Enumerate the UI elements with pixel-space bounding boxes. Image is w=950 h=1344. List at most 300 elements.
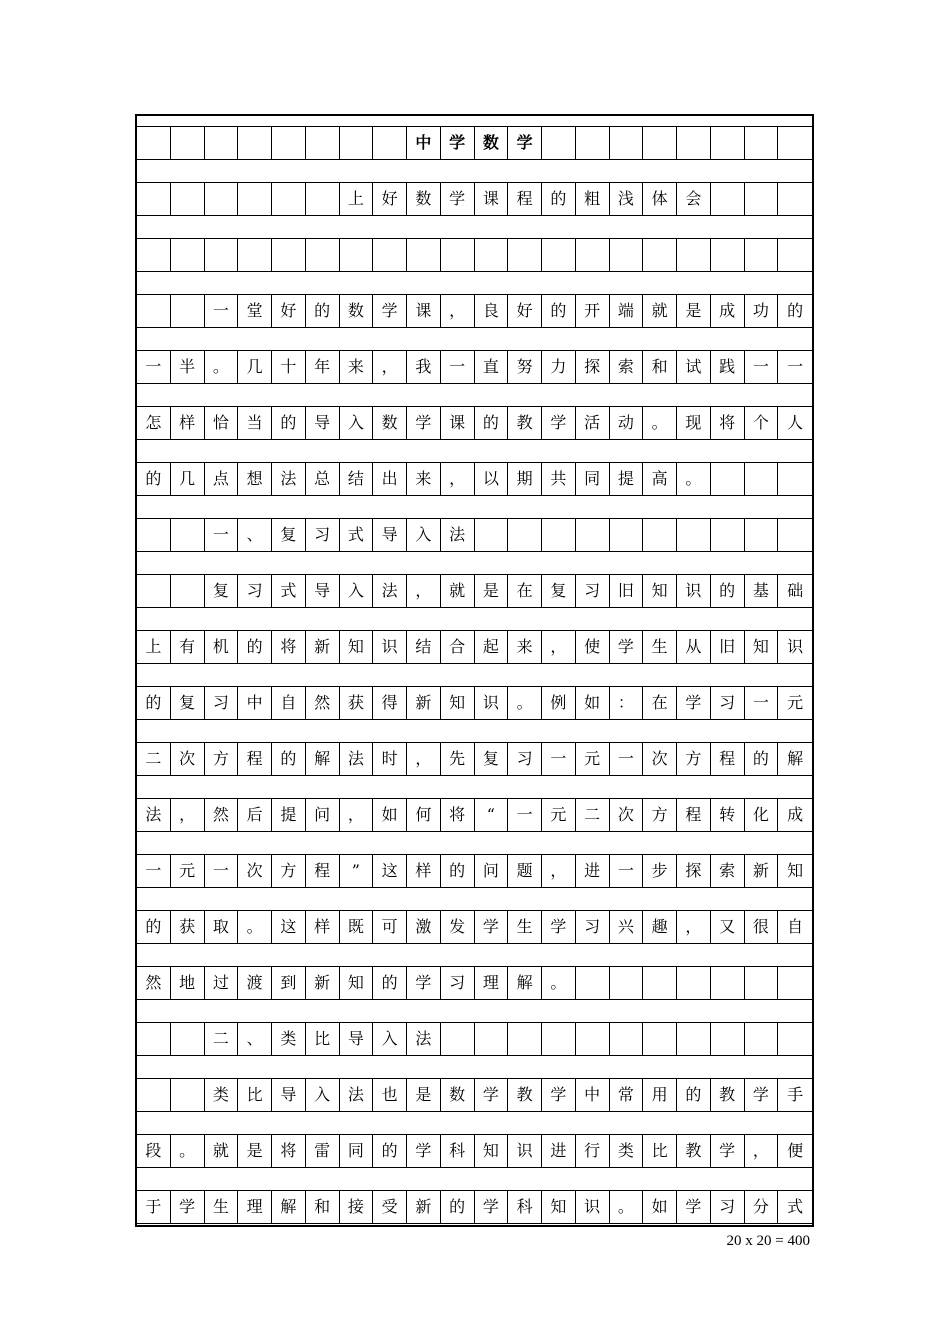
- grid-char: 提: [610, 463, 644, 495]
- grid-char: 过: [205, 967, 239, 999]
- grid-cell-empty: [137, 575, 171, 607]
- grid-cell-empty: [272, 127, 306, 159]
- grid-char: 将: [272, 1135, 306, 1167]
- grid-char: 一: [787, 357, 804, 376]
- grid-char: 方: [643, 799, 677, 831]
- grid-char: 教: [677, 1135, 711, 1167]
- grid-char: 人: [787, 413, 804, 432]
- grid-char: 学: [711, 1135, 745, 1167]
- grid-char: 法: [340, 1079, 374, 1111]
- grid-char: 索: [610, 351, 644, 383]
- grid-char: 学: [171, 1191, 205, 1223]
- grid-char: 端: [610, 295, 644, 327]
- grid-char: 习: [576, 911, 610, 943]
- grid-cell-empty: [171, 575, 205, 607]
- grid-row-title: [137, 126, 812, 160]
- grid-row-text: [137, 350, 812, 384]
- grid-char: 知: [643, 575, 677, 607]
- grid-char: 共: [542, 463, 576, 495]
- grid-char: 学: [407, 407, 441, 439]
- grid-char: 生: [205, 1191, 239, 1223]
- grid-cell-empty: [745, 1023, 779, 1055]
- grid-char: 识: [787, 637, 804, 656]
- grid-char: 然: [137, 967, 171, 999]
- grid-char: 入: [340, 407, 374, 439]
- grid-char: ，: [171, 799, 205, 831]
- grid-char: 新: [306, 631, 340, 663]
- grid-char: 习: [576, 575, 610, 607]
- grid-char: 课: [407, 295, 441, 327]
- grid-char: 新: [306, 967, 340, 999]
- grid-cell-empty: [778, 239, 812, 271]
- grid-cell-empty: [778, 519, 812, 551]
- grid-char: 方: [272, 855, 306, 887]
- grid-char: 活: [576, 407, 610, 439]
- grid-row-subtitle: [137, 182, 812, 216]
- grid-char: 到: [272, 967, 306, 999]
- grid-char: 在: [643, 687, 677, 719]
- grid-char: 知: [475, 1135, 509, 1167]
- grid-char: 个: [745, 407, 779, 439]
- grid-char: 方: [205, 743, 239, 775]
- grid-char: 学: [373, 295, 407, 327]
- grid-char: 基: [745, 575, 779, 607]
- grid-char: 的: [711, 575, 745, 607]
- grid-char: 知: [441, 687, 475, 719]
- grid-char: 几: [171, 463, 205, 495]
- grid-row-text: [137, 798, 812, 832]
- grid-char: 新: [407, 1191, 441, 1223]
- grid-char: 动: [610, 407, 644, 439]
- grid-char: 学: [542, 407, 576, 439]
- grid-char: 又: [711, 911, 745, 943]
- grid-char: 。: [238, 911, 272, 943]
- grid-char: 的: [475, 407, 509, 439]
- grid-char: 一: [610, 855, 644, 887]
- grid-char: 新: [745, 855, 779, 887]
- grid-char: 起: [475, 631, 509, 663]
- grid-char: 习: [238, 575, 272, 607]
- grid-char: 知: [340, 967, 374, 999]
- grid-char: 这: [272, 911, 306, 943]
- grid-char: 式: [787, 1197, 804, 1216]
- grid-char: 的: [745, 743, 779, 775]
- grid-char: 机: [205, 631, 239, 663]
- grid-char: 程: [238, 743, 272, 775]
- grid-cell-empty: [745, 967, 779, 999]
- grid-char: 次: [171, 743, 205, 775]
- grid-char: 类: [610, 1135, 644, 1167]
- grid-char: 的: [137, 687, 171, 719]
- grid-char: 的: [677, 1079, 711, 1111]
- grid-char: 教: [711, 1079, 745, 1111]
- grid-char: 如: [373, 799, 407, 831]
- grid-char: 以: [475, 463, 509, 495]
- grid-char: 学: [542, 1079, 576, 1111]
- grid-char: 努: [508, 351, 542, 383]
- grid-char: 总: [306, 463, 340, 495]
- grid-char: 段: [137, 1135, 171, 1167]
- grid-cell-empty: [677, 127, 711, 159]
- grid-char: 的: [137, 463, 171, 495]
- grid-char: 程: [508, 183, 542, 215]
- grid-char: ：: [610, 687, 644, 719]
- grid-char: 的: [272, 407, 306, 439]
- grid-cell-empty: [576, 519, 610, 551]
- grid-char: 程: [711, 743, 745, 775]
- grid-char: 来: [508, 631, 542, 663]
- grid-char: 于: [137, 1191, 171, 1223]
- grid-char: 中: [576, 1079, 610, 1111]
- grid-cell-empty: [745, 239, 779, 271]
- grid-char: 既: [340, 911, 374, 943]
- grid-char: 结: [407, 631, 441, 663]
- grid-char: 然: [205, 799, 239, 831]
- grid-cell-empty: [205, 183, 239, 215]
- grid-char: 很: [745, 911, 779, 943]
- grid-char: 数: [340, 295, 374, 327]
- grid-cell-empty: [745, 519, 779, 551]
- grid-char: 一: [745, 351, 779, 383]
- grid-char: 式: [340, 519, 374, 551]
- grid-char: 几: [238, 351, 272, 383]
- grid-char: 怎: [137, 407, 171, 439]
- grid-char: 中: [238, 687, 272, 719]
- grid-char: 习: [441, 967, 475, 999]
- grid-char: 是: [407, 1079, 441, 1111]
- grid-row-text: [137, 574, 812, 608]
- grid-cell-empty: [711, 1023, 745, 1055]
- manuscript-grid-sheet: [135, 114, 814, 1227]
- grid-char: 学: [610, 631, 644, 663]
- grid-cell-empty: [137, 239, 171, 271]
- grid-cell-empty: [137, 183, 171, 215]
- grid-char: 同: [576, 463, 610, 495]
- grid-char: 数: [441, 1079, 475, 1111]
- grid-cell-empty: [171, 183, 205, 215]
- grid-cell-empty: [441, 1023, 475, 1055]
- grid-char: 兴: [610, 911, 644, 943]
- grid-char: 力: [542, 351, 576, 383]
- grid-cell-empty: [137, 1079, 171, 1111]
- grid-char: 和: [306, 1191, 340, 1223]
- grid-char: 学: [508, 127, 542, 159]
- grid-cell-empty: [508, 519, 542, 551]
- grid-char: 一: [745, 687, 779, 719]
- grid-cell-empty: [711, 183, 745, 215]
- grid-cell-empty: [643, 967, 677, 999]
- grid-char: ，: [745, 1135, 779, 1167]
- grid-char: 解: [508, 967, 542, 999]
- grid-char: 数: [407, 183, 441, 215]
- grid-char: ，: [542, 855, 576, 887]
- grid-char: 比: [306, 1023, 340, 1055]
- grid-char: 复: [205, 575, 239, 607]
- grid-char: 试: [677, 351, 711, 383]
- grid-cell-empty: [778, 183, 812, 215]
- grid-char: 二: [576, 799, 610, 831]
- grid-char: 础: [787, 581, 804, 600]
- grid-cell-empty: [643, 127, 677, 159]
- grid-char: 是: [677, 295, 711, 327]
- grid-cell-empty: [711, 239, 745, 271]
- grid-char: 。: [508, 687, 542, 719]
- grid-char: 法: [441, 519, 475, 551]
- grid-cell-empty: [137, 1023, 171, 1055]
- grid-char: 堂: [238, 295, 272, 327]
- grid-char: 二: [137, 743, 171, 775]
- grid-row-text: [137, 966, 812, 1000]
- grid-char: 。: [171, 1135, 205, 1167]
- grid-cell-empty: [745, 183, 779, 215]
- grid-char: 识: [508, 1135, 542, 1167]
- grid-char: 出: [373, 463, 407, 495]
- grid-char: 就: [205, 1135, 239, 1167]
- grid-char: 渡: [238, 967, 272, 999]
- grid-char: 点: [205, 463, 239, 495]
- grid-cell-empty: [340, 239, 374, 271]
- grid-char: 生: [643, 631, 677, 663]
- grid-char: 受: [373, 1191, 407, 1223]
- grid-cell-empty: [508, 239, 542, 271]
- grid-row-text: [137, 1134, 812, 1168]
- grid-row-heading: [137, 518, 812, 552]
- grid-cell-empty: [373, 239, 407, 271]
- grid-char: 粗: [576, 183, 610, 215]
- grid-row-blank: [137, 238, 812, 272]
- grid-char: 成: [787, 805, 804, 824]
- grid-char: 学: [677, 687, 711, 719]
- grid-char: 和: [643, 351, 677, 383]
- grid-cell-empty: [542, 1023, 576, 1055]
- grid-char: 步: [643, 855, 677, 887]
- grid-char: 类: [205, 1079, 239, 1111]
- grid-char: 来: [407, 463, 441, 495]
- grid-char: 导: [340, 1023, 374, 1055]
- grid-char: 十: [272, 351, 306, 383]
- grid-cell-empty: [475, 1023, 509, 1055]
- grid-char: 功: [745, 295, 779, 327]
- grid-char: ，: [542, 631, 576, 663]
- grid-row-text: [137, 1078, 812, 1112]
- grid-char: ，: [441, 463, 475, 495]
- grid-char: 开: [576, 295, 610, 327]
- grid-char: 的: [238, 631, 272, 663]
- grid-count-label: 20 x 20 = 400: [726, 1233, 810, 1249]
- grid-char: 理: [475, 967, 509, 999]
- grid-char: 识: [576, 1191, 610, 1223]
- grid-cell-empty: [643, 239, 677, 271]
- grid-char: 二: [205, 1023, 239, 1055]
- grid-cell-empty: [137, 519, 171, 551]
- grid-char: 的: [787, 301, 804, 320]
- grid-char: 复: [475, 743, 509, 775]
- grid-cell-empty: [778, 463, 812, 495]
- grid-cell-empty: [677, 1023, 711, 1055]
- grid-char: 将: [711, 407, 745, 439]
- grid-row-text: [137, 294, 812, 328]
- grid-cell-empty: [542, 127, 576, 159]
- grid-char: 结: [340, 463, 374, 495]
- grid-cell-empty: [238, 127, 272, 159]
- grid-char: 问: [306, 799, 340, 831]
- grid-char: 分: [745, 1191, 779, 1223]
- grid-cell-empty: [137, 127, 171, 159]
- grid-char: 自: [272, 687, 306, 719]
- grid-cell-empty: [306, 239, 340, 271]
- grid-cell-empty: [542, 239, 576, 271]
- grid-char: 解: [306, 743, 340, 775]
- grid-char: 复: [272, 519, 306, 551]
- grid-char: 一: [137, 351, 171, 383]
- grid-char: 就: [643, 295, 677, 327]
- grid-char: 旧: [610, 575, 644, 607]
- grid-char: 科: [441, 1135, 475, 1167]
- grid-char: 学: [441, 183, 475, 215]
- grid-char: 导: [272, 1079, 306, 1111]
- grid-char: 浅: [610, 183, 644, 215]
- grid-char: 复: [171, 687, 205, 719]
- grid-char: 趣: [643, 911, 677, 943]
- grid-char: 元: [171, 855, 205, 887]
- grid-char: 取: [205, 911, 239, 943]
- grid-char: 转: [711, 799, 745, 831]
- grid-char: “: [475, 799, 509, 831]
- grid-char: 入: [306, 1079, 340, 1111]
- grid-char: 方: [677, 743, 711, 775]
- grid-char: 知: [745, 631, 779, 663]
- grid-char: 。: [643, 407, 677, 439]
- grid-char: 也: [373, 1079, 407, 1111]
- grid-char: 程: [677, 799, 711, 831]
- grid-char: 中: [407, 127, 441, 159]
- grid-char: 学: [475, 911, 509, 943]
- grid-cell-empty: [508, 1023, 542, 1055]
- grid-char: 元: [576, 743, 610, 775]
- grid-char: 探: [677, 855, 711, 887]
- grid-char: 有: [171, 631, 205, 663]
- grid-char: 好: [508, 295, 542, 327]
- grid-char: 数: [373, 407, 407, 439]
- grid-char: 课: [441, 407, 475, 439]
- grid-char: 知: [787, 861, 804, 880]
- grid-char: 样: [306, 911, 340, 943]
- grid-cell-empty: [677, 519, 711, 551]
- grid-char: 生: [508, 911, 542, 943]
- grid-char: 学: [407, 967, 441, 999]
- grid-char: 。: [610, 1191, 644, 1223]
- grid-char: 比: [643, 1135, 677, 1167]
- grid-cell-empty: [610, 1023, 644, 1055]
- grid-char: 类: [272, 1023, 306, 1055]
- grid-char: 可: [373, 911, 407, 943]
- grid-char: 当: [238, 407, 272, 439]
- grid-char: 如: [643, 1191, 677, 1223]
- grid-char: ，: [407, 575, 441, 607]
- grid-char: 科: [508, 1191, 542, 1223]
- grid-char: 高: [643, 463, 677, 495]
- grid-char: 手: [787, 1085, 804, 1104]
- grid-char: 的: [441, 1191, 475, 1223]
- grid-char: 的: [542, 295, 576, 327]
- grid-char: 的: [373, 1135, 407, 1167]
- grid-cell-empty: [475, 239, 509, 271]
- grid-cell-empty: [407, 239, 441, 271]
- grid-char: 习: [205, 687, 239, 719]
- grid-row-text: [137, 910, 812, 944]
- grid-cell-empty: [340, 127, 374, 159]
- grid-char: 学: [475, 1079, 509, 1111]
- grid-cell-empty: [576, 127, 610, 159]
- grid-char: 时: [373, 743, 407, 775]
- grid-cell-empty: [171, 239, 205, 271]
- grid-cell-empty: [610, 239, 644, 271]
- grid-char: 样: [407, 855, 441, 887]
- grid-char: 知: [542, 1191, 576, 1223]
- grid-char: 就: [441, 575, 475, 607]
- grid-char: 元: [542, 799, 576, 831]
- grid-cell-empty: [778, 1023, 812, 1055]
- grid-char: 法: [340, 743, 374, 775]
- grid-char: ，: [441, 295, 475, 327]
- grid-char: 的: [542, 183, 576, 215]
- grid-cell-empty: [576, 239, 610, 271]
- grid-char: 的: [306, 295, 340, 327]
- grid-char: 。: [542, 967, 576, 999]
- grid-char: 法: [373, 575, 407, 607]
- grid-char: 一: [610, 743, 644, 775]
- grid-char: 得: [373, 687, 407, 719]
- grid-char: 教: [508, 1079, 542, 1111]
- grid-cell-empty: [475, 519, 509, 551]
- grid-char: 好: [272, 295, 306, 327]
- grid-char: 入: [373, 1023, 407, 1055]
- grid-char: 课: [475, 183, 509, 215]
- grid-char: 比: [238, 1079, 272, 1111]
- grid-char: 半: [171, 351, 205, 383]
- grid-char: 先: [441, 743, 475, 775]
- grid-cell-empty: [171, 1079, 205, 1111]
- grid-char: 导: [373, 519, 407, 551]
- grid-char: 的: [441, 855, 475, 887]
- grid-char: 解: [787, 749, 804, 768]
- grid-char: 一: [205, 519, 239, 551]
- grid-cell-empty: [610, 127, 644, 159]
- grid-cell-empty: [745, 127, 779, 159]
- grid-char: 题: [508, 855, 542, 887]
- grid-char: 的: [137, 911, 171, 943]
- grid-row-text: [137, 686, 812, 720]
- grid-char: 习: [711, 1191, 745, 1223]
- grid-char: 入: [407, 519, 441, 551]
- grid-char: 元: [787, 693, 804, 712]
- grid-char: 发: [441, 911, 475, 943]
- grid-char: 用: [643, 1079, 677, 1111]
- grid-char: 识: [373, 631, 407, 663]
- grid-cell-empty: [171, 1023, 205, 1055]
- grid-char: 自: [787, 917, 804, 936]
- grid-cell-empty: [610, 967, 644, 999]
- grid-char: 学: [407, 1135, 441, 1167]
- grid-char: 一: [542, 743, 576, 775]
- grid-char: 同: [340, 1135, 374, 1167]
- grid-char: 。: [677, 463, 711, 495]
- grid-char: 数: [475, 127, 509, 159]
- grid-char: 学: [677, 1191, 711, 1223]
- grid-cell-empty: [171, 295, 205, 327]
- grid-char: 使: [576, 631, 610, 663]
- grid-char: ”: [340, 855, 374, 887]
